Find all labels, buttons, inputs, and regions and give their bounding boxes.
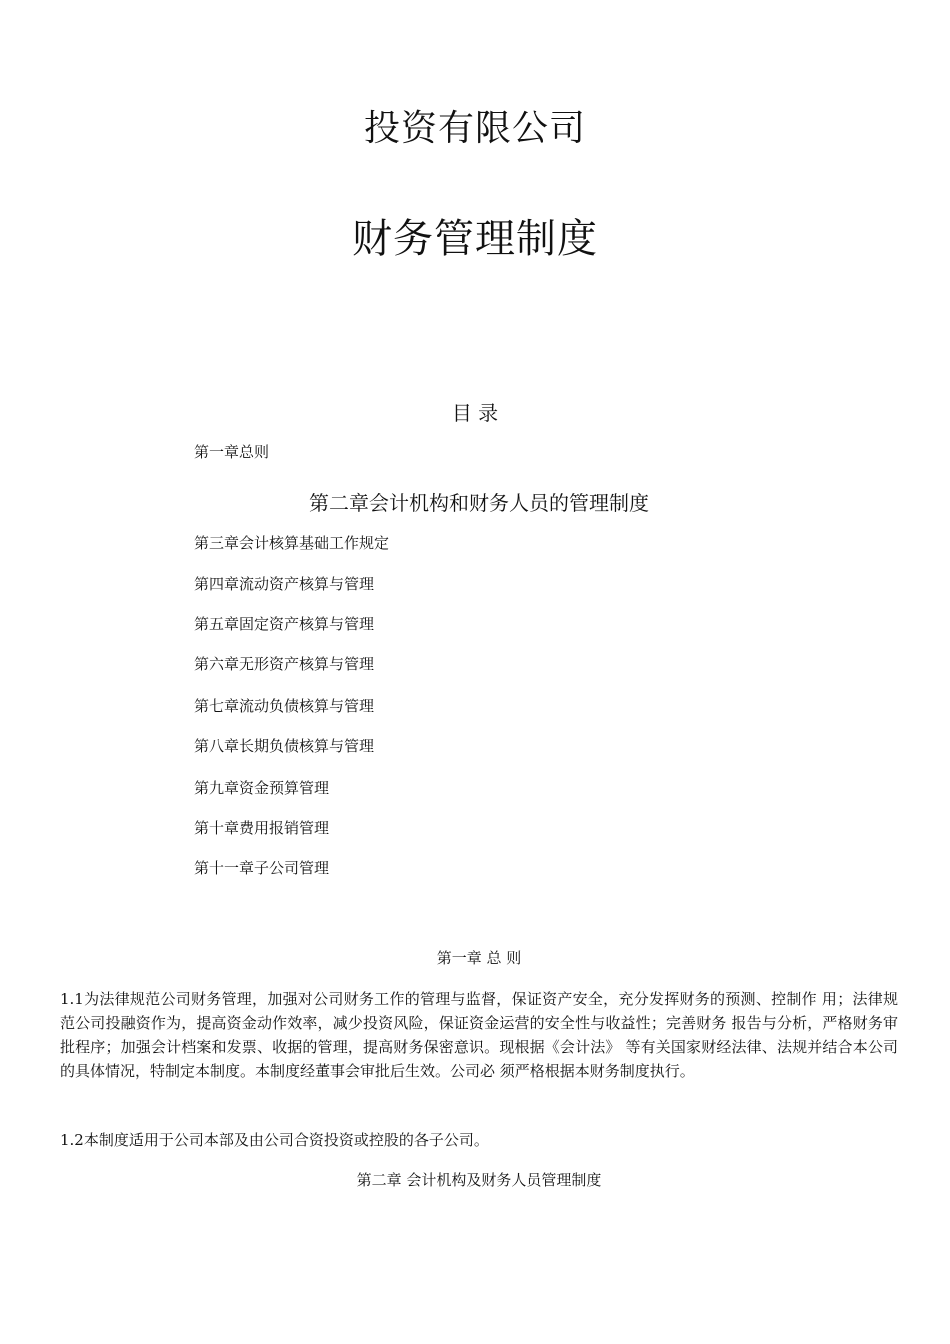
- document-title: 财务管理制度: [352, 216, 598, 262]
- toc-item: 第三章会计核算基础工作规定: [194, 534, 390, 552]
- toc-heading: 目 录: [451, 401, 499, 425]
- paragraph-1-1: 1.1为法律规范公司财务管理，加强对公司财务工作的管理与监督，保证资产安全，充分发挥财务的预测、控制作 用；法律规范公司投融资作为，提高资金动作效率，减少投资风险，保证资金运营的安全性与收益性；完善财务 报告与分析，严格财务审批程序；加强会计档案和发票、收据的管理，提高财务保密意识。现根据《会计法》 等有关国家财经法律、法规并结合本公司的具体情况，特制定本制度。本制度经董事会审批后生效。公司必 须严格根据本财务制度执行。: [60, 990, 898, 1080]
- toc-item: 第七章流动负债核算与管理: [194, 697, 375, 715]
- company-name: 投资有限公司: [363, 108, 586, 149]
- toc-item: 第一章总则: [194, 443, 270, 461]
- toc-item: 第五章固定资产核算与管理: [194, 615, 375, 633]
- toc-item: 第二章会计机构和财务人员的管理制度: [309, 491, 649, 515]
- toc-item: 第九章资金预算管理: [194, 779, 330, 797]
- toc-item: 第六章无形资产核算与管理: [194, 655, 375, 673]
- paragraph-1-2: 1.2本制度适用于公司本部及由公司合资投资或控股的各子公司。: [60, 1131, 489, 1149]
- toc-item: 第十一章子公司管理: [194, 859, 330, 877]
- chapter-2-heading: 第二章 会计机构及财务人员管理制度: [356, 1171, 602, 1189]
- chapter-1-heading: 第一章 总 则: [436, 949, 522, 967]
- toc-item: 第四章流动资产核算与管理: [194, 575, 375, 593]
- toc-item: 第八章长期负债核算与管理: [194, 737, 375, 755]
- toc-item: 第十章费用报销管理: [194, 819, 330, 837]
